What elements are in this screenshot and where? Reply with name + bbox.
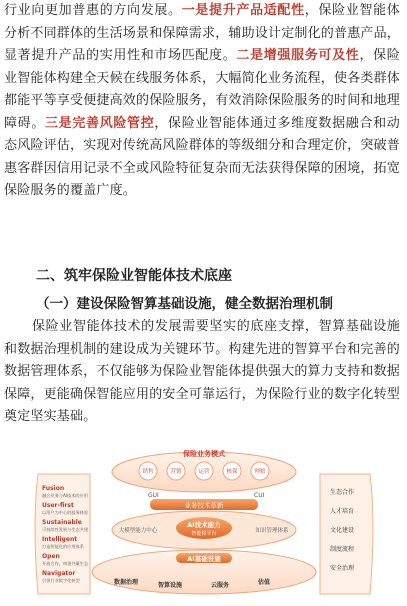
business-bubble <box>139 462 157 480</box>
support-item: 生态合作 <box>330 489 355 496</box>
highlight-product-adaptability: 一是提升产品适配性 <box>181 3 305 18</box>
agent-platform-label: 智能体平台 <box>191 531 217 537</box>
principle-en: Intelligent <box>42 536 78 543</box>
principle-en: User-first <box>42 502 74 509</box>
paragraph-infrastructure: 保险业智能体技术的发展需要坚实的底座支撑，智算基础设施和数据治理机制的建设成为关键环节。构建先进的智算平台和完善的数据管理体系，不仅能够为保险业智能体提供强大的算力支持和数据保障，更能确保智能应用的安全可靠运行，为保险行业的数字化转型奠定坚实基础。 <box>4 319 401 424</box>
architecture-figure <box>30 444 378 602</box>
ai-capability-title: AI技术能力 <box>187 521 221 529</box>
infrastructure-item: 云服务 <box>210 582 230 589</box>
business-bubble <box>167 462 185 480</box>
support-item: 安全治理 <box>330 565 355 572</box>
principle-en: Sustainable <box>42 519 82 526</box>
bubble-label: 核保 <box>226 469 238 475</box>
infrastructure-item: 智算设施 <box>157 582 183 589</box>
principle-cn: 引领行业数字化转型 <box>42 578 80 583</box>
bubble-label: 运营 <box>198 469 210 475</box>
text-span: ，保险业智能体构建全天候在线服务体系，大幅简化业务流程，使各类群体都能平等享受便捷高效的保险服务，有效消除保险服务的时间和地理障碍。 <box>4 48 401 131</box>
cui-label: CUI <box>254 492 265 499</box>
principle-en: Fusion <box>42 485 65 492</box>
infrastructure-item: 数据治理 <box>113 579 139 586</box>
principle-en: Navigator <box>42 570 76 577</box>
ai-architecture-diagram <box>30 444 378 602</box>
paragraph-inclusive-development <box>4 0 400 203</box>
text-span: ，保险业智能体分析不同群体的生活场景和保障需求，辅助设计定制化的普惠产品，显著提升产品的实用性和市场匹配度。 <box>4 3 401 63</box>
text-span: ，保险业智能体通过多维度数据融合和动态风险评估，实现对传统高风险群体的等级细分和合理定价，突破普惠客群因信用记录不全或风险特征复杂而无法获得保障的困境，拓宽保险服务的覆盖广度。 <box>4 115 401 198</box>
business-model-title: 保险业务模式 <box>183 450 225 458</box>
highlight-service-accessibility: 二是增强服务可及性 <box>236 48 360 63</box>
business-bubble <box>195 462 213 480</box>
business-bubble <box>223 462 241 480</box>
section-heading: 二、筑牢保险业智能体技术底座 <box>36 268 232 284</box>
knowledge-system-chip: 知识管理体系 <box>255 528 289 534</box>
business-bubble <box>251 462 269 480</box>
principle-cn: 开放合作，构建共赢生态 <box>42 561 89 566</box>
principle-cn: 可持续性发展与生态共建 <box>42 527 89 532</box>
principle-cn: 以用户为中心的服务体验 <box>42 510 89 515</box>
bubble-label: 理赔 <box>254 469 266 475</box>
support-item: 制度流程 <box>330 546 355 553</box>
bubble-label: 销售 <box>142 469 154 475</box>
ai-infrastructure-title: AI基础设施 <box>187 555 221 563</box>
bubble-label: 营销 <box>170 469 182 475</box>
principle-cn: 融合业务与AI技术的应用 <box>42 493 88 498</box>
infrastructure-item: 估值 <box>257 579 271 586</box>
text-span: 行业向更加普惠的方向发展。 <box>4 3 182 18</box>
tech-innovation-label: 业务技术革新 <box>184 501 224 510</box>
highlight-risk-control: 三是完善风险管控 <box>45 115 155 131</box>
model-center-chip: 大模型能力中心 <box>118 528 158 534</box>
subsection-heading: （一）建设保险智算基础设施，健全数据治理机制 <box>36 296 333 312</box>
principle-en: Open <box>42 553 60 560</box>
principle-cn: 打造智能化的应用体系 <box>42 544 84 549</box>
support-item: 文化建设 <box>330 527 355 534</box>
support-item: 人才培育 <box>330 508 355 515</box>
gui-label: GUI <box>148 492 159 499</box>
